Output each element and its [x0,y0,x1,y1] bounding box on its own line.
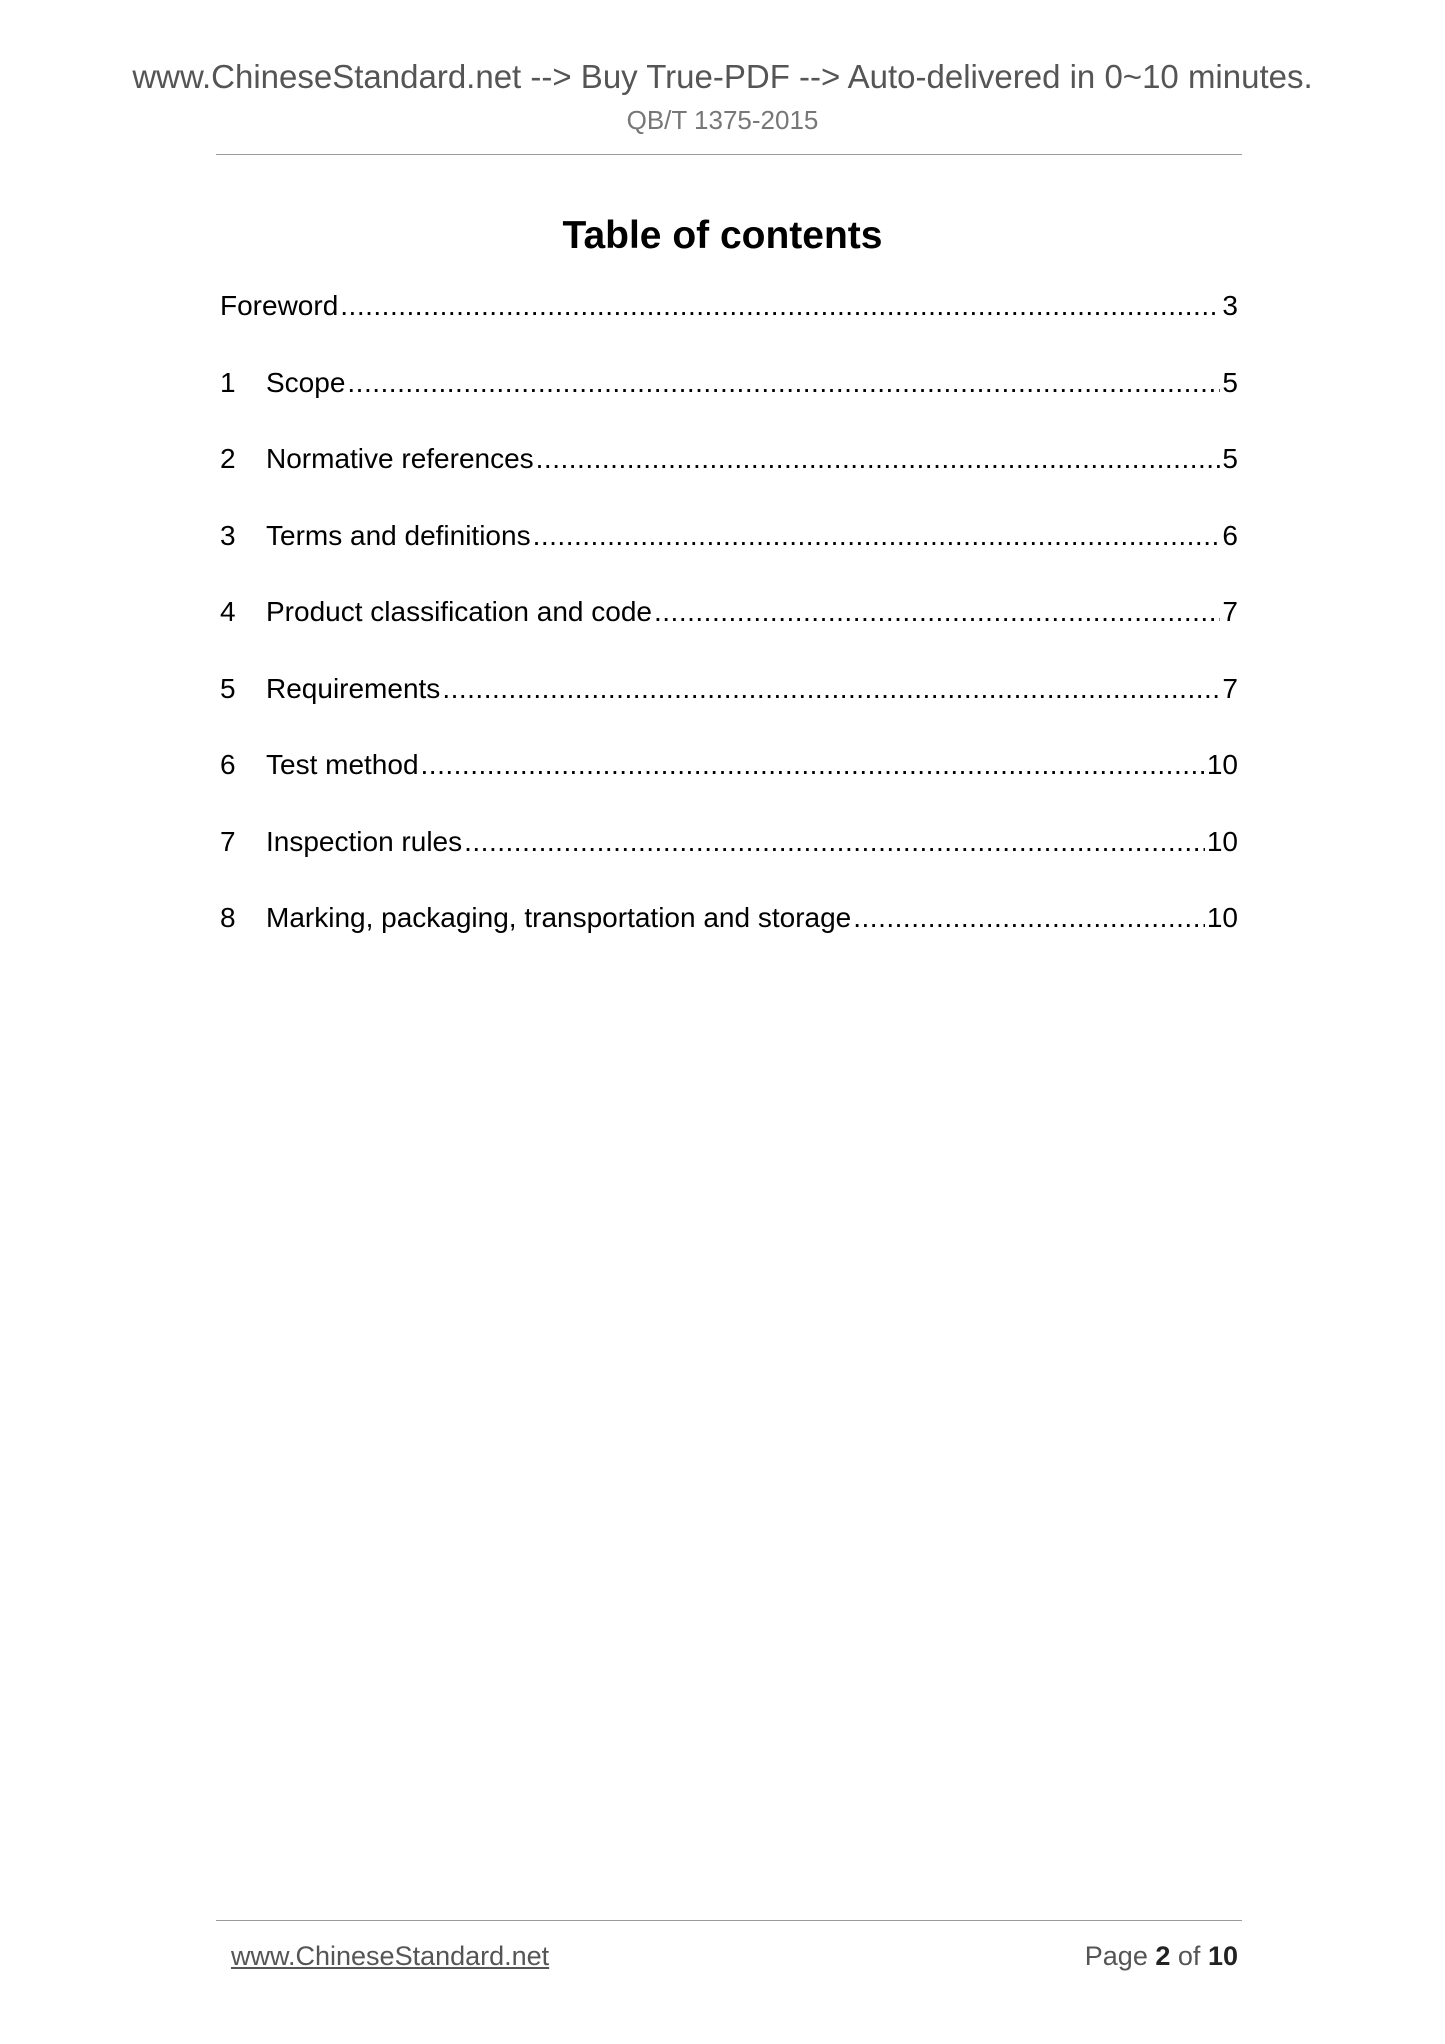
toc-entry-page: 6 [1222,519,1238,551]
toc-entry-label: Requirements [266,672,441,704]
toc-entry-inspection-rules[interactable] [220,826,1238,903]
toc-entry-page: 5 [1222,366,1238,398]
toc-entry-page: 5 [1222,443,1238,474]
toc-entry-page: 3 [1222,290,1238,321]
toc-entry-page: 7 [1222,672,1238,704]
toc-entry-page: 7 [1222,596,1238,627]
toc-leader-dots [340,290,1220,322]
toc-entry-label: Inspection rules [266,825,463,857]
footer-page-prefix: Page [1084,1941,1148,1971]
toc-entry-test-method[interactable] [220,749,1238,826]
toc-entry-number: 6 [220,749,236,780]
toc-entry-label: Terms and definitions [266,519,531,551]
footer-total-pages: 10 [1207,1941,1238,1971]
toc-entry-page: 10 [1206,749,1238,780]
toc-leader-dots [536,443,1221,475]
toc-entry-marking-packaging[interactable] [220,902,1238,979]
footer-site-link[interactable]: www.ChineseStandard.net [231,1941,550,1971]
toc-entry-number: 1 [220,366,236,398]
footer-page-of: of [1177,1941,1201,1971]
toc-leader-dots [533,520,1221,552]
header-banner: www.ChineseStandard.net --> Buy True-PDF --> Auto-delivered in 0~10 minutes. [132,58,1313,95]
toc-entry-number: 8 [220,902,236,933]
header-divider [216,154,1242,155]
toc-entry-label: Foreword [220,290,339,321]
toc-entry-label: Product classification and code [266,596,652,627]
toc-entry-label: Normative references [266,443,534,474]
toc-entry-label: Test method [266,749,419,780]
footer-divider [216,1920,1242,1921]
toc-entry-scope[interactable] [220,367,1238,444]
toc-entry-label: Marking, packaging, transportation and storage [266,902,852,933]
toc-entry-foreword[interactable] [220,290,1238,367]
toc-leader-dots [442,673,1220,705]
toc-leader-dots [464,826,1205,858]
toc-leader-dots [347,367,1220,399]
toc-entry-product-classification[interactable] [220,596,1238,673]
toc-entry-terms-and-definitions[interactable] [220,520,1238,597]
toc-leader-dots [853,902,1205,934]
footer-page-indicator [1085,1941,1238,1972]
toc-entry-number: 2 [220,443,236,474]
toc-entry-page: 10 [1206,902,1238,933]
toc-list [220,290,1238,979]
toc-entry-label: Scope [266,366,346,398]
standard-code: QB/T 1375-2015 [626,105,819,135]
toc-entry-number: 3 [220,519,236,551]
footer-current-page: 2 [1155,1941,1171,1971]
toc-title: Table of contents [562,214,883,257]
toc-leader-dots [421,749,1205,781]
toc-entry-number: 4 [220,596,236,627]
toc-entry-number: 7 [220,825,236,857]
toc-entry-page: 10 [1206,825,1238,857]
toc-leader-dots [654,596,1220,628]
toc-entry-number: 5 [220,672,236,704]
toc-entry-requirements[interactable] [220,673,1238,750]
toc-entry-normative-references[interactable] [220,443,1238,520]
